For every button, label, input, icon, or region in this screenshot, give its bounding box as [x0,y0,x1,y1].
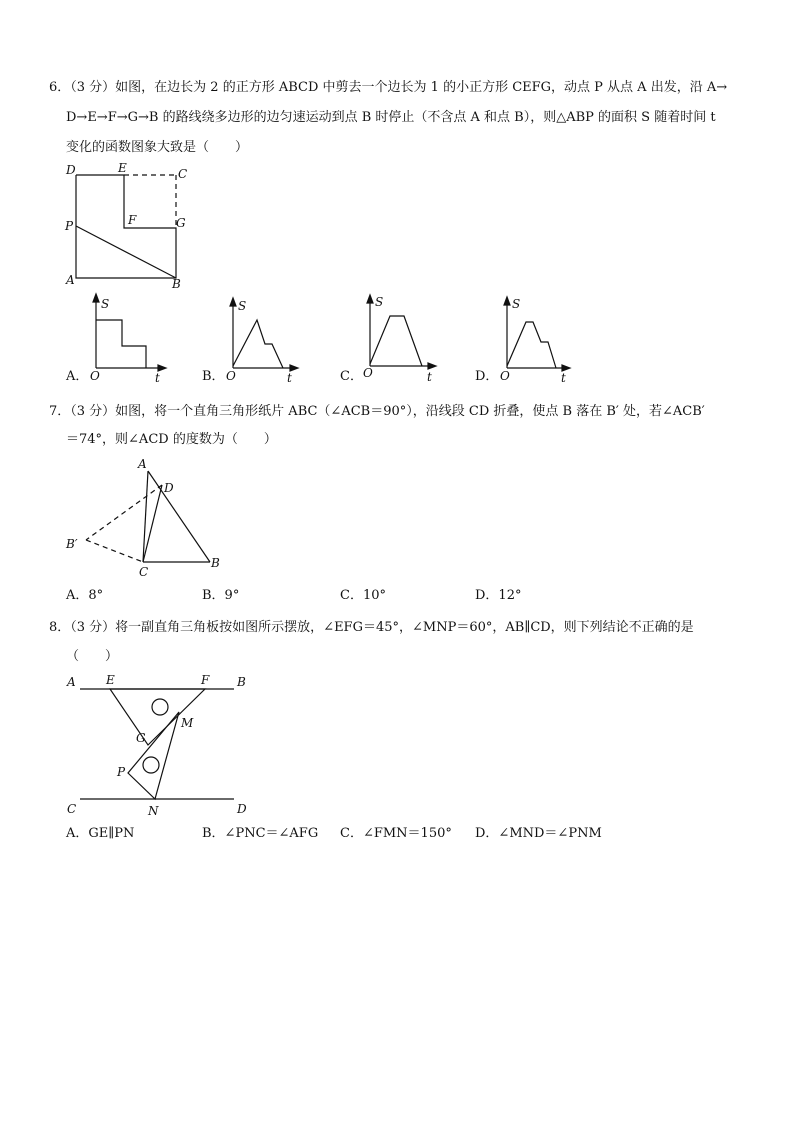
q8-label-c: C [67,802,77,816]
q7-label-c: C [139,565,149,579]
q6b-t-label: t [287,371,292,385]
q8-label-e: E [106,673,115,687]
q6-option-b[interactable]: B． [202,369,225,384]
q6-stem-line2: D→E→F→G→B 的路线绕多边形的边匀速运动到点 B 时停止（不含点 A 和点 B），则△ABP 的面积 S 随着时间 t [66,110,716,125]
q6-stem-line1: 6．（3 分）如图，在边长为 2 的正方形 ABCD 中剪去一个边长为 1 的小正方形 CEFG，动点 P 从点 A 出发，沿 A→ [49,80,728,95]
q6-label-g: G [176,216,186,230]
q8-label-a: A [67,675,76,689]
q6d-s-label: S [512,297,521,311]
q8-label-d: D [237,802,247,816]
q6-label-f: F [128,213,137,227]
q6c-t-label: t [427,370,432,384]
q7-label-a: A [138,457,147,471]
q6-label-b: B [172,277,181,291]
q8-stem-line1: 8．（3 分）将一副直角三角板按如图所示摆放，∠EFG＝45°，∠MNP＝60°，AB∥CD，则下列结论不正确的是 [49,620,694,635]
q7-label-b1: B′ [66,537,78,551]
q7-label-b: B [211,556,220,570]
q6-label-p: P [65,219,74,233]
q6a-o-label: O [90,369,100,383]
q8-stem-line2: （ ） [66,649,119,664]
q6-label-a: A [66,273,75,287]
q7-option-d[interactable]: D．12° [475,588,522,603]
q6-label-e: E [118,161,127,175]
q7-option-a[interactable]: A．8° [66,588,104,603]
q8-circle-upper [152,699,168,715]
q8-label-n: N [148,804,159,818]
q8-option-a[interactable]: A．GE∥PN [66,826,135,841]
q6-option-c[interactable]: C． [340,369,363,384]
q6-label-c: C [178,167,188,181]
q6b-s-label: S [238,299,247,313]
q6d-o-label: O [500,369,510,383]
q8-circle-lower [143,757,159,773]
q6d-t-label: t [561,371,566,385]
q8-label-m: M [181,716,194,730]
q7-label-d: D [164,481,174,495]
q7-stem-line1: 7．（3 分）如图，将一个直角三角形纸片 ABC（∠ACB＝90°），沿线段 CD 折叠，使点 B 落在 B′ 处，若∠ACB′ [49,404,705,419]
q7-option-b[interactable]: B．9° [202,588,240,603]
q7-option-c[interactable]: C．10° [340,588,386,603]
q6a-s-label: S [101,297,110,311]
q8-label-g: G [136,731,146,745]
q8-option-b[interactable]: B．∠PNC＝∠AFG [202,826,319,841]
q8-triangle-mnp [128,712,179,799]
q6-stem-line3: 变化的函数图象大致是（ ） [66,140,249,155]
q8-label-f: F [201,673,210,687]
q8-label-p: P [117,765,126,779]
q6-option-d[interactable]: D． [475,369,499,384]
q6b-o-label: O [226,369,236,383]
q6c-o-label: O [363,366,373,380]
q6c-s-label: S [375,295,384,309]
q7-stem-line2: ＝74°，则∠ACD 的度数为（ ） [66,432,277,447]
q8-option-c[interactable]: C．∠FMN＝150° [340,826,452,841]
q6a-t-label: t [155,371,160,385]
q6-label-d: D [66,163,76,177]
q8-option-d[interactable]: D．∠MND＝∠PNM [475,826,602,841]
q6-option-a[interactable]: A． [66,369,89,384]
q8-label-b: B [237,675,246,689]
